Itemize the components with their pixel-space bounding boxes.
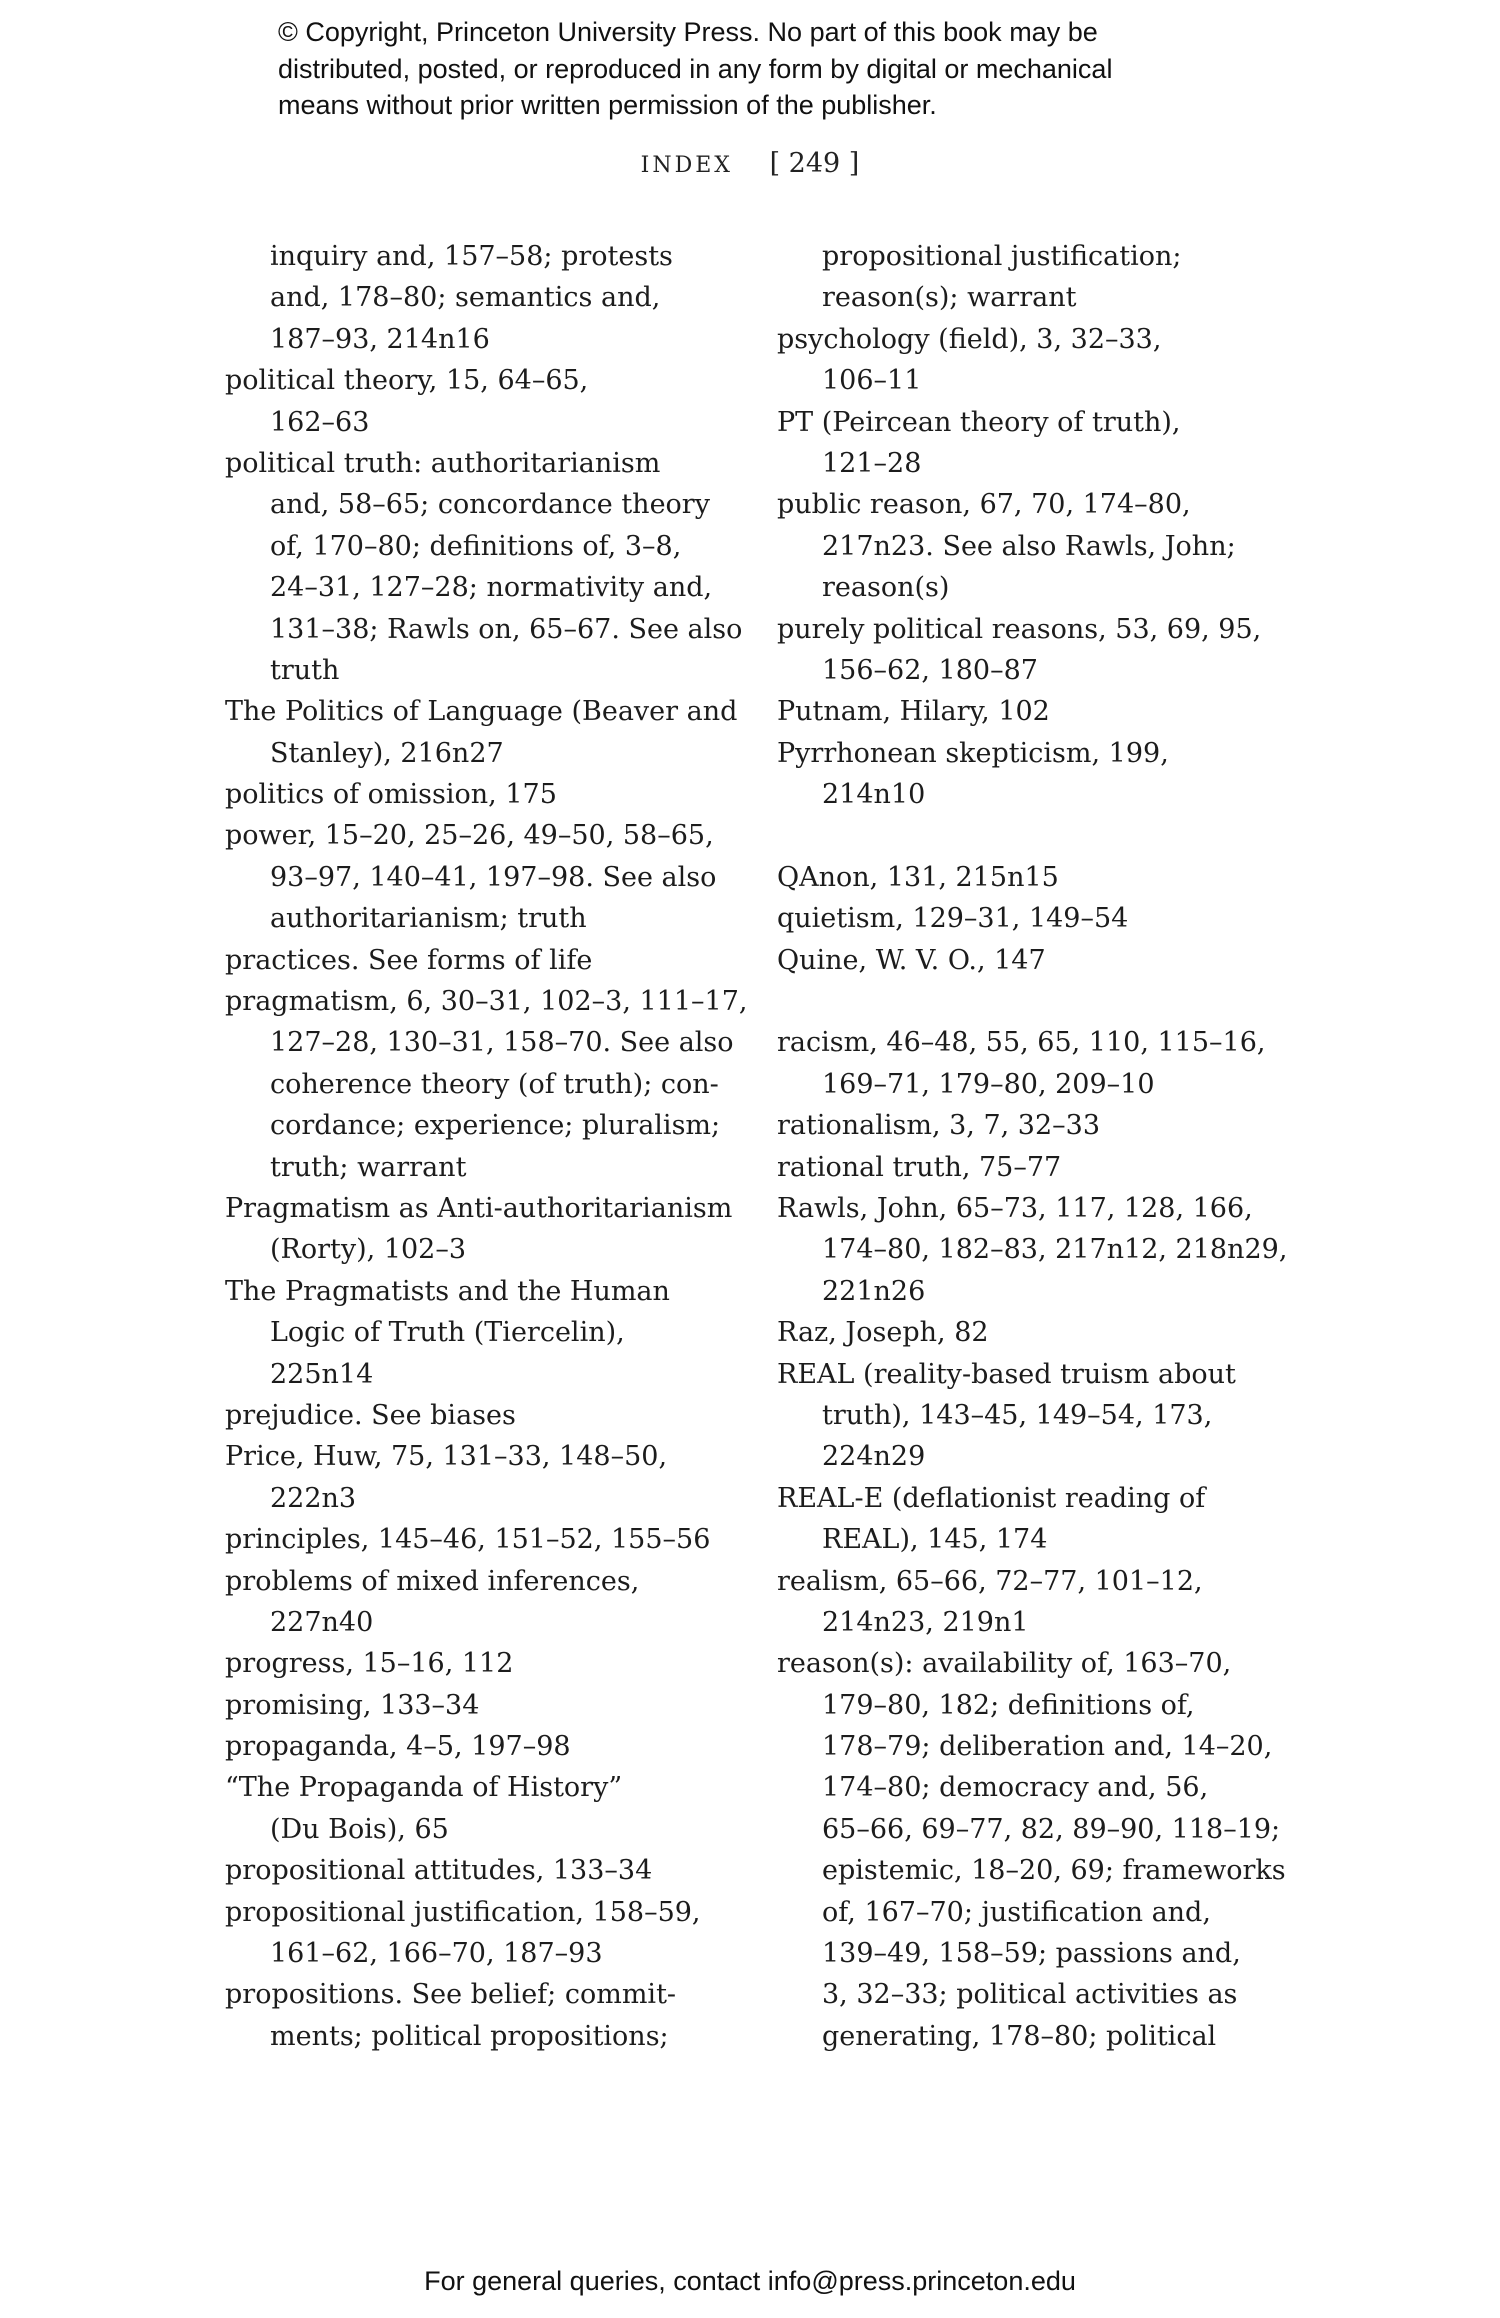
index-line: Raz, Joseph, 82 [777,1317,989,1349]
index-line: power, 15–20, 25–26, 49–50, 58–65, [225,820,714,852]
index-line: The Politics of Language (Beaver and [225,696,738,728]
index-line: Rawls, John, 65–73, 117, 128, 166, [777,1192,1253,1224]
index-line: 217n23. See also Rawls, John; [822,530,1236,562]
index-line: progress, 15–16, 112 [225,1648,514,1680]
index-line: 161–62, 166–70, 187–93 [270,1938,603,1970]
index-line: 214n10 [822,779,926,811]
index-line: of, 170–80; definitions of, 3–8, [270,530,682,562]
index-line: generating, 178–80; political [822,2020,1217,2052]
index-line: 174–80, 182–83, 217n12, 218n29, [822,1234,1288,1266]
index-line: of, 167–70; justification and, [822,1896,1211,1928]
index-line: 222n3 [270,1482,357,1514]
index-line: ments; political propositions; [270,2020,669,2052]
index-line: cordance; experience; pluralism; [270,1110,721,1142]
index-line: REAL), 145, 174 [822,1524,1048,1556]
index-line: 65–66, 69–77, 82, 89–90, 118–19; [822,1813,1281,1845]
running-head [0,148,1500,179]
index-line: and, 58–65; concordance theory [270,489,710,521]
index-line: rationalism, 3, 7, 32–33 [777,1110,1101,1142]
index-line: 24–31, 127–28; normativity and, [270,572,713,604]
index-line: 179–80, 182; definitions of, [822,1689,1195,1721]
index-line: coherence theory (of truth); con- [270,1068,719,1100]
running-head-label: INDEX [640,153,733,178]
copyright-line: distributed, posted, or reproduced in any form by digital or mechanical [278,53,1113,84]
index-line: political theory, 15, 64–65, [225,365,589,397]
copyright-notice [278,14,1278,124]
index-line: reason(s) [822,572,950,604]
footer-contact: For general queries, contact info@press.princeton.edu [424,2266,1076,2296]
index-line: psychology (field), 3, 32–33, [777,323,1162,355]
index-line: PT (Peircean theory of truth), [777,406,1181,438]
index-line: 224n29 [822,1441,926,1473]
index-line: Price, Huw, 75, 131–33, 148–50, [225,1441,668,1473]
index-line: 178–79; deliberation and, 14–20, [822,1731,1273,1763]
index-line: reason(s): availability of, 163–70, [777,1648,1232,1680]
index-line: 3, 32–33; political activities as [822,1979,1238,2011]
index-line: truth), 143–45, 149–54, 173, [822,1399,1213,1431]
index-line: 214n23, 219n1 [822,1606,1029,1638]
index-line: political truth: authoritarianism [225,447,661,479]
index-line: 162–63 [270,406,370,438]
index-line: 187–93, 214n16 [270,323,490,355]
index-line: Pyrrhonean skepticism, 199, [777,737,1169,769]
index-line: politics of omission, 175 [225,779,557,811]
index-line: 131–38; Rawls on, 65–67. See also [270,613,743,645]
index-line: The Pragmatists and the Human [225,1275,670,1307]
index-spacer [777,815,1297,856]
index-line: Stanley), 216n27 [270,737,504,769]
index-line: REAL-E (deflationist reading of [777,1482,1206,1514]
index-line: 106–11 [822,365,922,397]
index-line: 139–49, 158–59; passions and, [822,1938,1241,1970]
index-line: promising, 133–34 [225,1689,480,1721]
index-line: 121–28 [822,447,922,479]
index-column-right [777,236,1297,2057]
index-line: rational truth, 75–77 [777,1151,1062,1183]
index-line: Putnam, Hilary, 102 [777,696,1050,728]
index-line: QAnon, 131, 215n15 [777,861,1059,893]
index-line: problems of mixed inferences, [225,1565,640,1597]
index-line: 127–28, 130–31, 158–70. See also [270,1027,734,1059]
copyright-line: © Copyright, Princeton University Press. No part of this book may be [278,17,1098,47]
index-line: Pragmatism as Anti-authoritarianism [225,1192,733,1224]
index-line: quietism, 129–31, 149–54 [777,903,1129,935]
index-line: inquiry and, 157–58; protests [270,241,673,272]
index-line: REAL (reality-based truism about [777,1358,1236,1390]
index-line: propositional justification, 158–59, [225,1896,701,1928]
index-line: principles, 145–46, 151–52, 155–56 [225,1524,711,1556]
index-line: purely political reasons, 53, 69, 95, [777,613,1262,645]
index-line: truth; warrant [270,1151,467,1183]
index-line: reason(s); warrant [822,282,1077,314]
index-line: propositional justification; [822,241,1182,272]
index-line: 221n26 [822,1275,926,1307]
index-line: (Rorty), 102–3 [270,1234,467,1266]
index-line: practices. See forms of life [225,944,593,976]
index-line: authoritarianism; truth [270,903,587,935]
index-column-left [225,236,748,2057]
index-line: 174–80; democracy and, 56, [822,1772,1209,1804]
index-line: prejudice. See biases [225,1399,516,1431]
index-line: propositions. See belief; commit- [225,1979,677,2011]
index-line: 93–97, 140–41, 197–98. See also [270,861,717,893]
index-line: 169–71, 179–80, 209–10 [822,1068,1155,1100]
index-line: epistemic, 18–20, 69; frameworks [822,1855,1286,1887]
index-line: pragmatism, 6, 30–31, 102–3, 111–17, [225,986,748,1018]
index-line: and, 178–80; semantics and, [270,282,661,314]
index-line: public reason, 67, 70, 174–80, [777,489,1191,521]
copyright-line: means without prior written permission of the publisher. [278,90,937,120]
index-spacer [777,981,1297,1022]
index-line: truth [270,654,340,686]
index-line: (Du Bois), 65 [270,1813,449,1845]
page-number: [ 249 ] [769,148,860,179]
index-line: racism, 46–48, 55, 65, 110, 115–16, [777,1027,1266,1059]
index-line: 225n14 [270,1358,374,1390]
index-line: 227n40 [270,1606,374,1638]
index-line: 156–62, 180–87 [822,654,1038,686]
index-line: Quine, W. V. O., 147 [777,944,1046,976]
index-line: realism, 65–66, 72–77, 101–12, [777,1565,1203,1597]
index-line: propositional attitudes, 133–34 [225,1855,653,1887]
index-line: “The Propaganda of History” [225,1772,623,1804]
index-line: Logic of Truth (Tiercelin), [270,1317,625,1349]
index-line: propaganda, 4–5, 197–98 [225,1731,571,1763]
